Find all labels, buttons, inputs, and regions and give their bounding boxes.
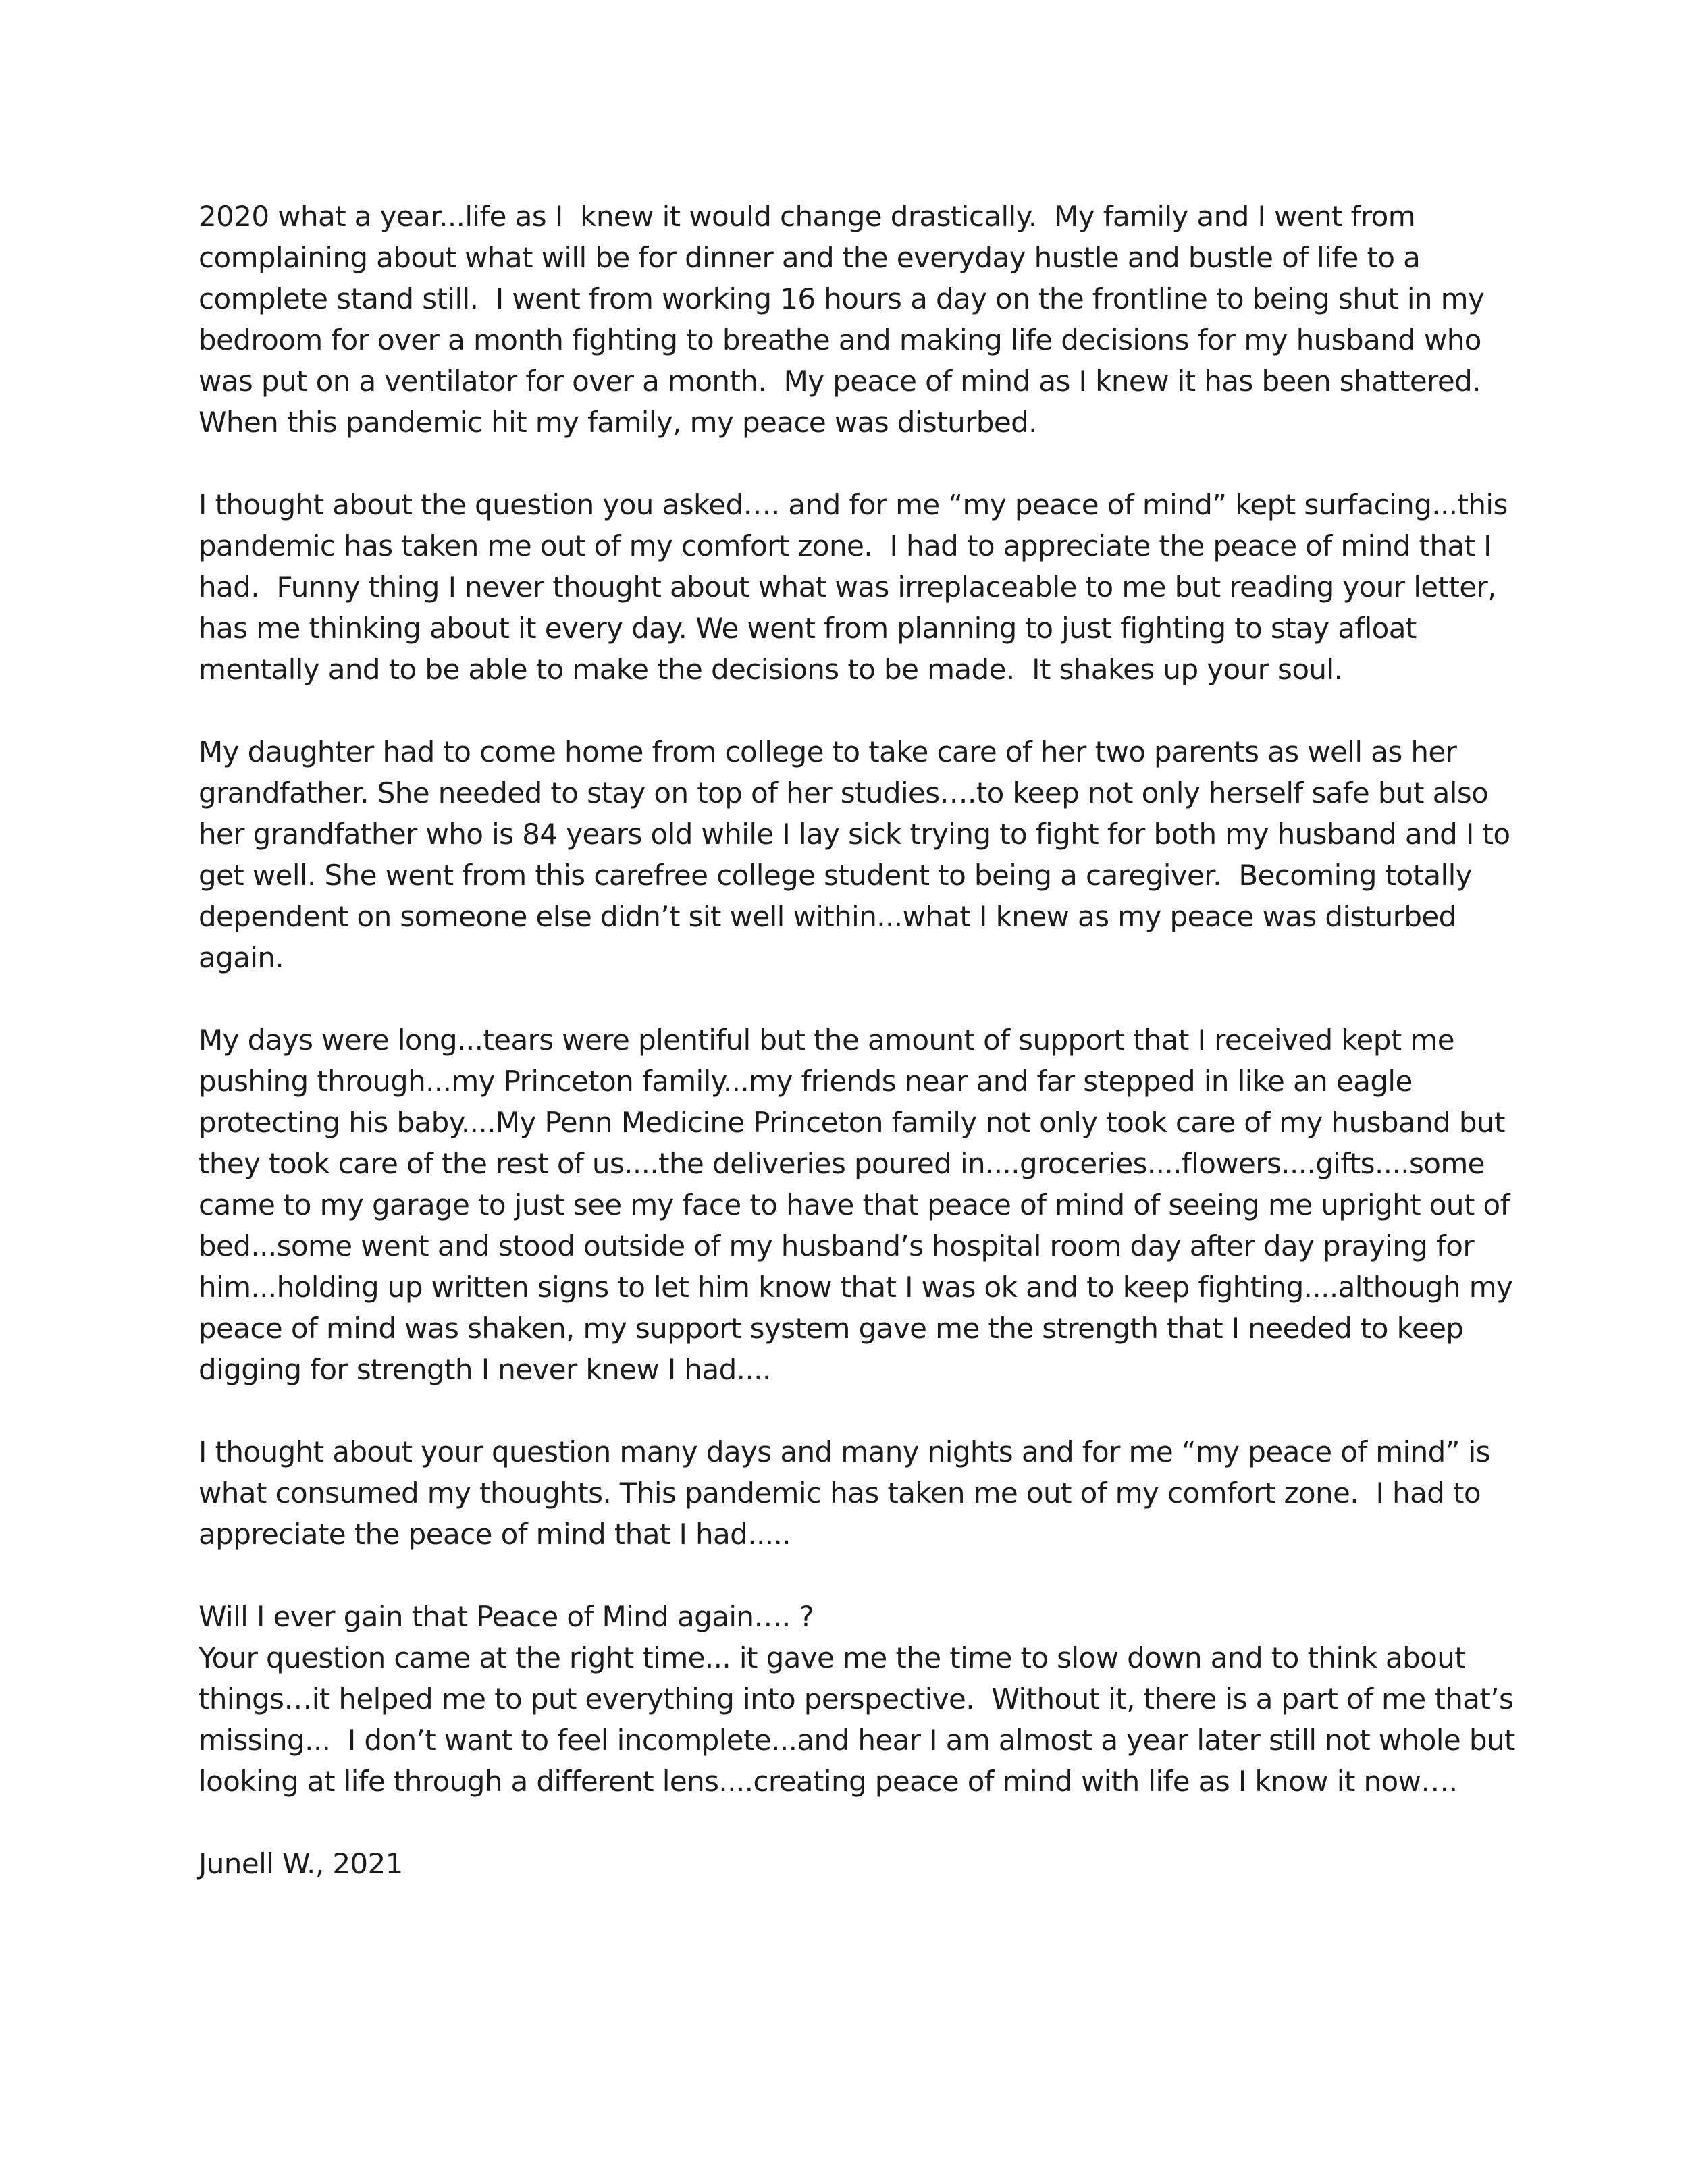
text-line: pandemic has taken me out of my comfort zone. I had to appreciate the peace of mind that I	[199, 529, 1492, 562]
paragraph-1	[199, 196, 1535, 443]
text-line: things…it helped me to put everything into perspective. Without it, there is a part of me that’s	[199, 1682, 1514, 1715]
text-line: him...holding up written signs to let him know that I was ok and to keep fighting....although my	[199, 1271, 1513, 1304]
paragraph-5	[199, 1431, 1535, 1555]
text-line: complaining about what will be for dinner and the everyday hustle and bustle of life to a	[199, 241, 1421, 274]
letter-body	[199, 196, 1535, 1884]
author-signature: Junell W., 2021	[199, 1847, 403, 1880]
text-line: bedroom for over a month fighting to breathe and making life decisions for my husband who	[199, 323, 1481, 356]
text-line: came to my garage to just see my face to have that peace of mind of seeing me upright out of	[199, 1188, 1510, 1221]
text-line: digging for strength I never knew I had....	[199, 1353, 771, 1386]
paragraph-4	[199, 1019, 1535, 1390]
text-line: appreciate the peace of mind that I had.....	[199, 1518, 791, 1551]
paragraph-2	[199, 484, 1535, 690]
paragraph-6	[199, 1596, 1535, 1802]
text-line: protecting his baby....My Penn Medicine Princeton family not only took care of my husband but	[199, 1106, 1505, 1139]
paragraph-3	[199, 731, 1535, 978]
text-line: again.	[199, 941, 284, 974]
text-line: get well. She went from this carefree college student to being a caregiver. Becoming totally	[199, 859, 1472, 892]
text-line: they took care of the rest of us....the deliveries poured in....groceries....flowers....gifts....some	[199, 1147, 1485, 1180]
text-line: bed...some went and stood outside of my husband’s hospital room day after day praying for	[199, 1229, 1474, 1262]
text-line: My days were long...tears were plentiful but the amount of support that I received kept me	[199, 1023, 1454, 1057]
text-line: Your question came at the right time... it gave me the time to slow down and to think about	[199, 1641, 1466, 1674]
text-line: Will I ever gain that Peace of Mind again…. ?	[199, 1600, 814, 1633]
text-line: has me thinking about it every day. We went from planning to just fighting to stay afloat	[199, 612, 1417, 645]
text-line: pushing through...my Princeton family...my friends near and far stepped in like an eagle	[199, 1065, 1413, 1098]
text-line: mentally and to be able to make the decisions to be made. It shakes up your soul.	[199, 653, 1343, 686]
text-line: peace of mind was shaken, my support system gave me the strength that I needed to keep	[199, 1312, 1464, 1345]
text-line: missing... I don’t want to feel incomplete...and hear I am almost a year later still not whole but	[199, 1724, 1515, 1757]
text-line: was put on a ventilator for over a month. My peace of mind as I knew it has been shattered.	[199, 365, 1481, 398]
text-line: had. Funny thing I never thought about what was irreplaceable to me but reading your letter,	[199, 570, 1496, 604]
text-line: complete stand still. I went from working 16 hours a day on the frontline to being shut in my	[199, 282, 1485, 315]
text-line: I thought about your question many days and many nights and for me “my peace of mind” is	[199, 1435, 1490, 1468]
text-line: her grandfather who is 84 years old while I lay sick trying to fight for both my husband and I to	[199, 818, 1510, 851]
text-line: dependent on someone else didn’t sit well within...what I knew as my peace was disturbed	[199, 900, 1456, 933]
text-line: grandfather. She needed to stay on top of her studies….to keep not only herself safe but also	[199, 776, 1489, 809]
text-line: I thought about the question you asked…. and for me “my peace of mind” kept surfacing...this	[199, 488, 1508, 521]
text-line: My daughter had to come home from college to take care of her two parents as well as her	[199, 735, 1457, 768]
text-line: what consumed my thoughts. This pandemic has taken me out of my comfort zone. I had to	[199, 1476, 1481, 1510]
text-line: 2020 what a year...life as I knew it would change drastically. My family and I went from	[199, 200, 1416, 233]
text-line: When this pandemic hit my family, my peace was disturbed.	[199, 406, 1037, 439]
signature-line	[199, 1843, 1535, 1884]
text-line: looking at life through a different lens....creating peace of mind with life as I know it now….	[199, 1765, 1458, 1798]
